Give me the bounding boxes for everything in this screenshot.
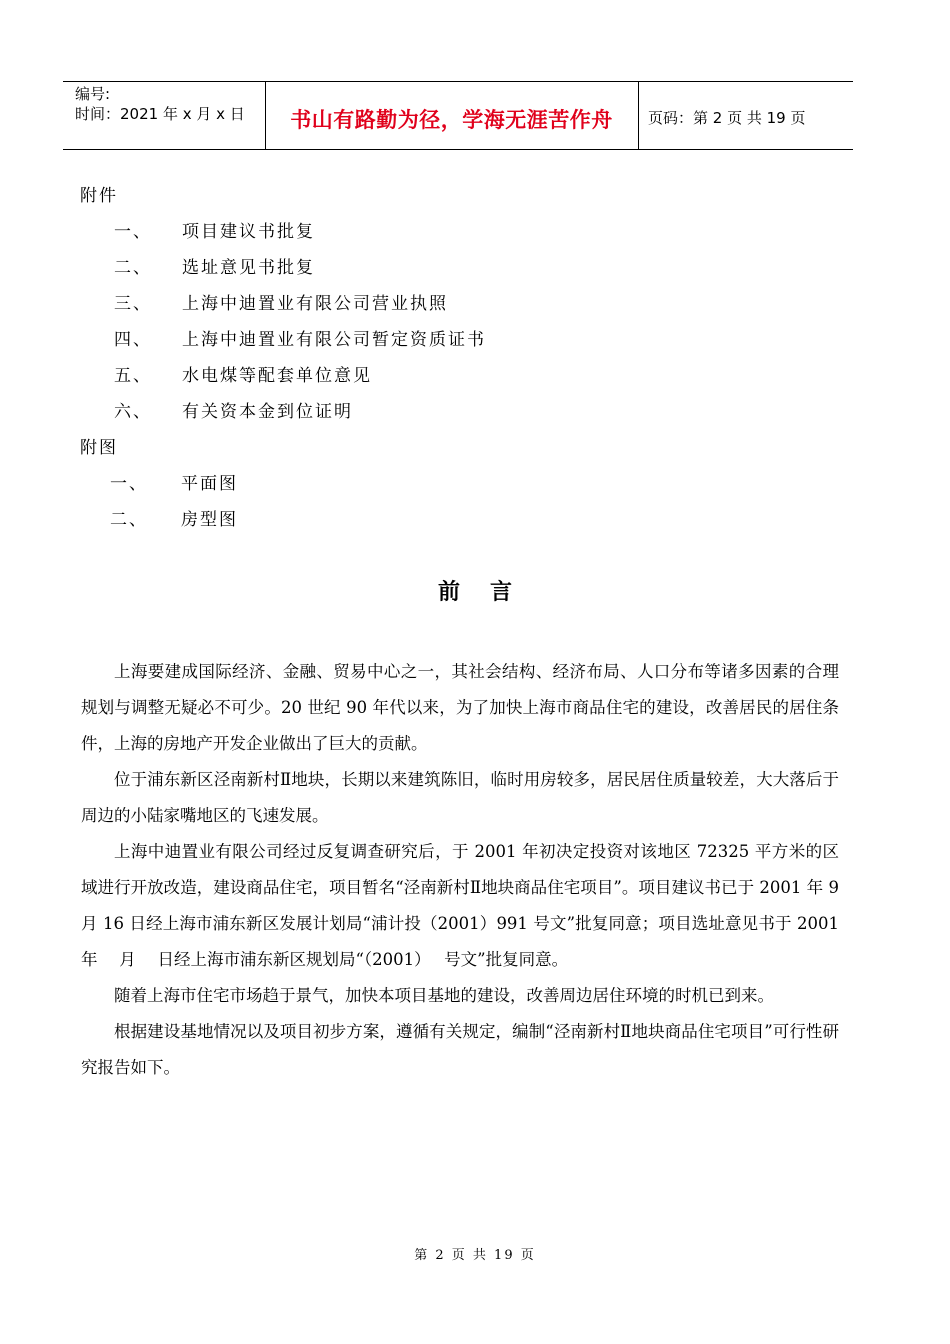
preface-paragraph: 根据建设基地情况以及项目初步方案，遵循有关规定，编制“泾南新村Ⅱ地块商品住宅项目”可行性研究报告如下。 <box>81 1022 839 1077</box>
appendix-item-text: 上海中迪置业有限公司营业执照 <box>182 294 448 314</box>
appendix-item-text: 水电煤等配套单位意见 <box>182 366 372 386</box>
appendix-item-number: 五、 <box>114 366 152 386</box>
appendix-item-text: 有关资本金到位证明 <box>182 402 353 422</box>
preface-paragraph: 上海要建成国际经济、金融、贸易中心之一，其社会结构、经济布局、人口分布等诸多因素的合理规划与调整无疑必不可少。20 世纪 90 年代以来，为了加快上海市商品住宅的建设，改善居民的居住条件，上海的房地产开发企业做出了巨大的贡献。 <box>81 662 839 753</box>
header-number-label: 编号: <box>75 85 111 103</box>
appendix-item-text: 项目建议书批复 <box>182 222 315 242</box>
header-top-rule <box>63 81 853 82</box>
preface-body <box>81 654 839 1086</box>
preface-title: 前言 <box>437 579 542 605</box>
figure-item-number: 一、 <box>110 474 148 494</box>
appendix-item-number: 三、 <box>114 294 152 314</box>
header-time-label: 时间：2021 年 x 月 x 日 <box>75 105 245 123</box>
appendix-item-number: 六、 <box>114 402 152 422</box>
figure-item-number: 二、 <box>110 510 148 530</box>
preface-paragraph: 位于浦东新区泾南新村Ⅱ地块，长期以来建筑陈旧，临时用房较多，居民居住质量较差，大大落后于周边的小陆家嘴地区的飞速发展。 <box>81 770 839 825</box>
header-divider-right <box>638 81 639 149</box>
appendix-item-text: 上海中迪置业有限公司暂定资质证书 <box>182 330 486 350</box>
appendix-label: 附件 <box>80 186 118 206</box>
appendix-item-number: 二、 <box>114 258 152 278</box>
figure-item-text: 平面图 <box>181 474 238 494</box>
header-motto: 书山有路勤为径，学海无涯苦作舟 <box>290 108 613 132</box>
figure-item-text: 房型图 <box>181 510 238 530</box>
header-meta <box>75 84 245 124</box>
preface-paragraph: 上海中迪置业有限公司经过反复调查研究后，于 2001 年初决定投资对该地区 72325 平方米的区域进行开放改造，建设商品住宅，项目暂名“泾南新村Ⅱ地块商品住宅项目”。项目建议书已于 2001 年 9 月 16 日经上海市浦东新区发展计划局“浦计投（2001）991 号文”批复同意；项目选址意见书于 2001 年 月 日经上海市浦东新区规划局“（2001） 号文”批复同意。 <box>81 842 839 969</box>
figures-label: 附图 <box>80 438 118 458</box>
appendix-item-text: 选址意见书批复 <box>182 258 315 278</box>
page-footer: 第 2 页 共 19 页 <box>414 1248 536 1263</box>
preface-paragraph: 随着上海市住宅市场趋于景气，加快本项目基地的建设，改善周边居住环境的时机已到来。 <box>114 986 774 1005</box>
appendix-item-number: 一、 <box>114 222 152 242</box>
appendix-item-number: 四、 <box>114 330 152 350</box>
header-page-label: 页码：第 2 页 共 19 页 <box>648 109 806 127</box>
header-bottom-rule <box>63 149 853 150</box>
